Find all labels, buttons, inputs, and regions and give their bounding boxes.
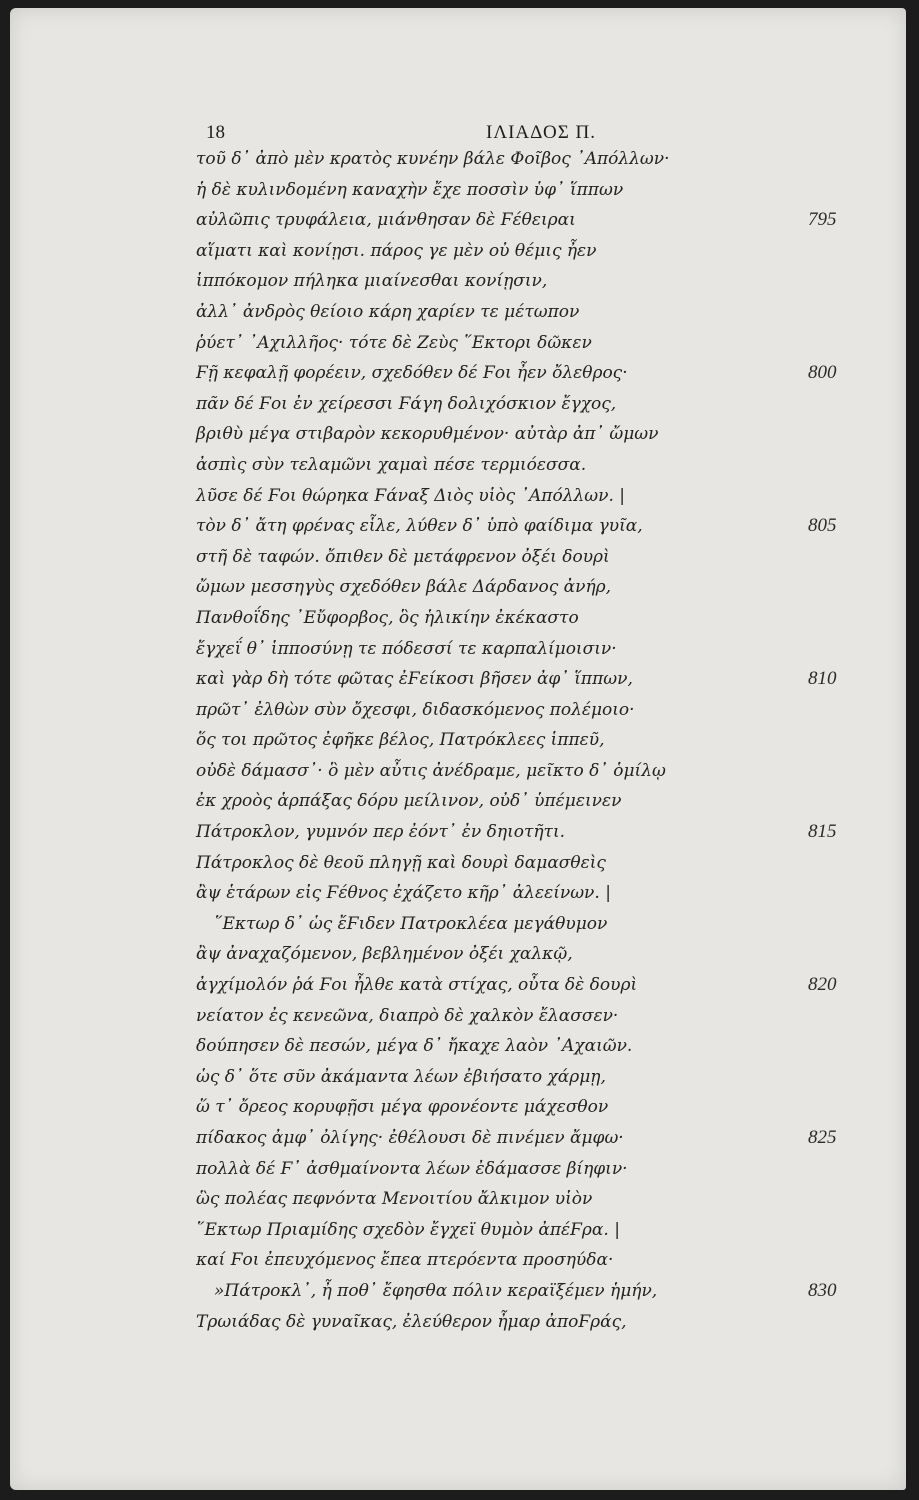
verse-text: ῞Εκτωρ Πριαμίδης σχεδὸν ἔγχεϊ θυμὸν ἀπέϜρα. |	[196, 1219, 620, 1240]
line-number: 795	[808, 209, 837, 231]
verse-text: ἱππόκομον πήληκα μιαίνεσθαι κονίῃσιν,	[196, 271, 548, 292]
verse-line	[196, 939, 856, 970]
verse-line	[196, 1276, 856, 1307]
verse-line	[196, 389, 856, 420]
verse-text: ἂψ ἑτάρων εἰς Ϝέθνος ἐχάζετο κῆρ᾽ ἀλεείνων. |	[196, 883, 611, 904]
verse-text: Ϝῇ κεφαλῇ φορέειν, σχεδόθεν δέ Ϝοι ἦεν ὄλεθρος·	[196, 363, 628, 384]
verse-line	[196, 878, 856, 909]
verse-text: ἀσπὶς σὺν τελαμῶνι χαμαὶ πέσε τερμιόεσσα.	[196, 454, 587, 475]
verse-line	[196, 358, 856, 389]
verse-text: ἀλλ᾽ ἀνδρὸς θείοιο κάρη χαρίεν τε μέτωπον	[196, 301, 580, 322]
verse-text: ὣς πολέας πεφνόντα Μενοιτίου ἄλκιμον υἱὸν	[196, 1189, 593, 1210]
verse-line	[196, 1307, 856, 1338]
verse-line	[196, 664, 856, 695]
verse-line	[196, 756, 856, 787]
verse-line	[196, 848, 856, 879]
verse-text: ἡ δὲ κυλινδομένη καναχὴν ἔχε ποσσὶν ὑφ᾽ ἵππων	[196, 179, 624, 200]
verse-line	[196, 1092, 856, 1123]
verse-line	[196, 328, 856, 359]
verse-text: ὅς τοι πρῶτος ἐφῆκε βέλος, Πατρόκλεες ἱππεῦ,	[196, 730, 605, 751]
verse-line	[196, 1062, 856, 1093]
verse-text: ἐκ χροὸς ἁρπάξας δόρυ μείλινον, οὐδ᾽ ὑπέμεινεν	[196, 791, 622, 812]
verse-line	[196, 144, 856, 175]
verse-block	[196, 144, 856, 1337]
verse-line	[196, 205, 856, 236]
line-number: 825	[808, 1127, 837, 1148]
verse-line	[196, 725, 856, 756]
verse-text: Πάτροκλον, γυμνόν περ ἐόντ᾽ ἐν δηιοτῆτι.	[196, 822, 566, 843]
verse-line	[196, 909, 856, 940]
verse-text: »Πάτροκλ᾽, ἦ ποθ᾽ ἔφησθα πόλιν κεραϊξέμεν ἡμήν,	[214, 1280, 658, 1301]
verse-text: Πανθοΐδης ᾽Εὔφορβος, ὃς ἡλικίην ἐκέκαστο	[196, 607, 579, 628]
verse-line	[196, 572, 856, 603]
verse-text: ὤμων μεσσηγὺς σχεδόθεν βάλε Δάρδανος ἀνήρ,	[196, 577, 612, 598]
verse-text: στῆ δὲ ταφών. ὄπιθεν δὲ μετάφρενον ὀξέι δουρὶ	[196, 546, 610, 567]
verse-line	[196, 1184, 856, 1215]
verse-line	[196, 511, 856, 542]
verse-text: νείατον ἐς κενεῶνα, διαπρὸ δὲ χαλκὸν ἔλασσεν·	[196, 1005, 619, 1026]
verse-text: Τρωιάδας δὲ γυναῖκας, ἐλεύθερον ἦμαρ ἀποϜράς,	[196, 1311, 627, 1332]
verse-line	[196, 175, 856, 206]
verse-text: καὶ γὰρ δὴ τότε φῶτας ἐϜείκοσι βῆσεν ἀφ᾽ ἵππων,	[196, 669, 633, 690]
running-title: ΙΛΙΑΔΟΣ Π.	[486, 122, 597, 143]
page-header	[206, 122, 856, 146]
verse-line	[196, 236, 856, 267]
verse-line	[196, 419, 856, 450]
verse-line	[196, 266, 856, 297]
verse-line	[196, 297, 856, 328]
verse-text: πᾶν δέ Ϝοι ἐν χείρεσσι Ϝάγη δολιχόσκιον ἔγχος,	[196, 393, 617, 414]
verse-text: τὸν δ᾽ ἄτη φρένας εἷλε, λύθεν δ᾽ ὑπὸ φαίδιμα γυῖα,	[196, 516, 643, 537]
line-number: 810	[808, 668, 837, 690]
verse-text: καί Ϝοι ἐπευχόμενος ἔπεα πτερόεντα προσηύδα·	[196, 1250, 614, 1271]
verse-line	[196, 1031, 856, 1062]
verse-text: πρῶτ᾽ ἐλθὼν σὺν ὄχεσφι, διδασκόμενος πολέμοιο·	[196, 699, 635, 720]
verse-line	[196, 817, 856, 848]
line-number: 800	[808, 362, 837, 384]
verse-text: ὥ τ᾽ ὄρεος κορυφῇσι μέγα φρονέοντε μάχεσθον	[196, 1097, 609, 1118]
verse-line	[196, 1123, 856, 1154]
verse-text: ἀγχίμολόν ῥά Ϝοι ἦλθε κατὰ στίχας, οὖτα δὲ δουρὶ	[196, 975, 638, 996]
line-number: 805	[808, 515, 837, 537]
line-number: 815	[808, 821, 837, 843]
verse-text: Πάτροκλος δὲ θεοῦ πληγῇ καὶ δουρὶ δαμασθεὶς	[196, 852, 606, 873]
verse-line	[196, 786, 856, 817]
verse-text: δούπησεν δὲ πεσών, μέγα δ᾽ ἤκαχε λαὸν ᾽Αχαιῶν.	[196, 1036, 633, 1057]
verse-line	[196, 603, 856, 634]
verse-text: λῦσε δέ Ϝοι θώρηκα Ϝάναξ Διὸς υἱὸς ᾽Απόλλων. |	[196, 485, 625, 506]
verse-text: πολλὰ δέ Ϝ᾽ ἀσθμαίνοντα λέων ἐδάμασσε βίηφιν·	[196, 1158, 628, 1179]
verse-line	[196, 481, 856, 512]
verse-line	[196, 970, 856, 1001]
verse-text: ῞Εκτωρ δ᾽ ὡς ἔϜιδεν Πατροκλέεα μεγάθυμον	[214, 913, 608, 934]
verse-text: πίδακος ἀμφ᾽ ὀλίγης· ἐθέλουσι δὲ πινέμεν ἄμφω·	[196, 1128, 624, 1148]
verse-text: τοῦ δ᾽ ἀπὸ μὲν κρατὸς κυνέην βάλε Φοῖβος ᾽Απόλλων·	[196, 149, 670, 169]
page-number: 18	[206, 122, 225, 143]
verse-text: ἂψ ἀναχαζόμενον, βεβλημένον ὀξέι χαλκῷ,	[196, 944, 573, 965]
verse-line	[196, 1215, 856, 1246]
verse-text: ὡς δ᾽ ὅτε σῦν ἀκάμαντα λέων ἐβιήσατο χάρμῃ,	[196, 1066, 606, 1087]
verse-text: βριθὺ μέγα στιβαρὸν κεκορυθμένον· αὐτὰρ ἀπ᾽ ὤμων	[196, 424, 659, 445]
verse-line	[196, 1154, 856, 1185]
verse-line	[196, 1001, 856, 1032]
verse-text: οὐδὲ δάμασσ᾽· ὃ μὲν αὖτις ἀνέδραμε, μεῖκτο δ᾽ ὁμίλῳ	[196, 760, 666, 781]
verse-line	[196, 1245, 856, 1276]
verse-text: ῥύετ᾽ ᾽Αχιλλῆος· τότε δὲ Ζεὺς ῞Εκτορι δῶκεν	[196, 332, 592, 353]
verse-line	[196, 695, 856, 726]
verse-text: αὐλῶπις τρυφάλεια, μιάνθησαν δὲ Ϝέθειραι	[196, 210, 576, 231]
verse-text: αἵματι καὶ κονίῃσι. πάρος γε μὲν οὐ θέμις ἦεν	[196, 240, 597, 261]
verse-line	[196, 450, 856, 481]
verse-line	[196, 634, 856, 665]
verse-text: ἔγχεΐ θ᾽ ἱπποσύνῃ τε πόδεσσί τε καρπαλίμοισιν·	[196, 638, 617, 659]
line-number: 820	[808, 974, 837, 996]
verse-line	[196, 542, 856, 573]
line-number: 830	[808, 1279, 837, 1301]
